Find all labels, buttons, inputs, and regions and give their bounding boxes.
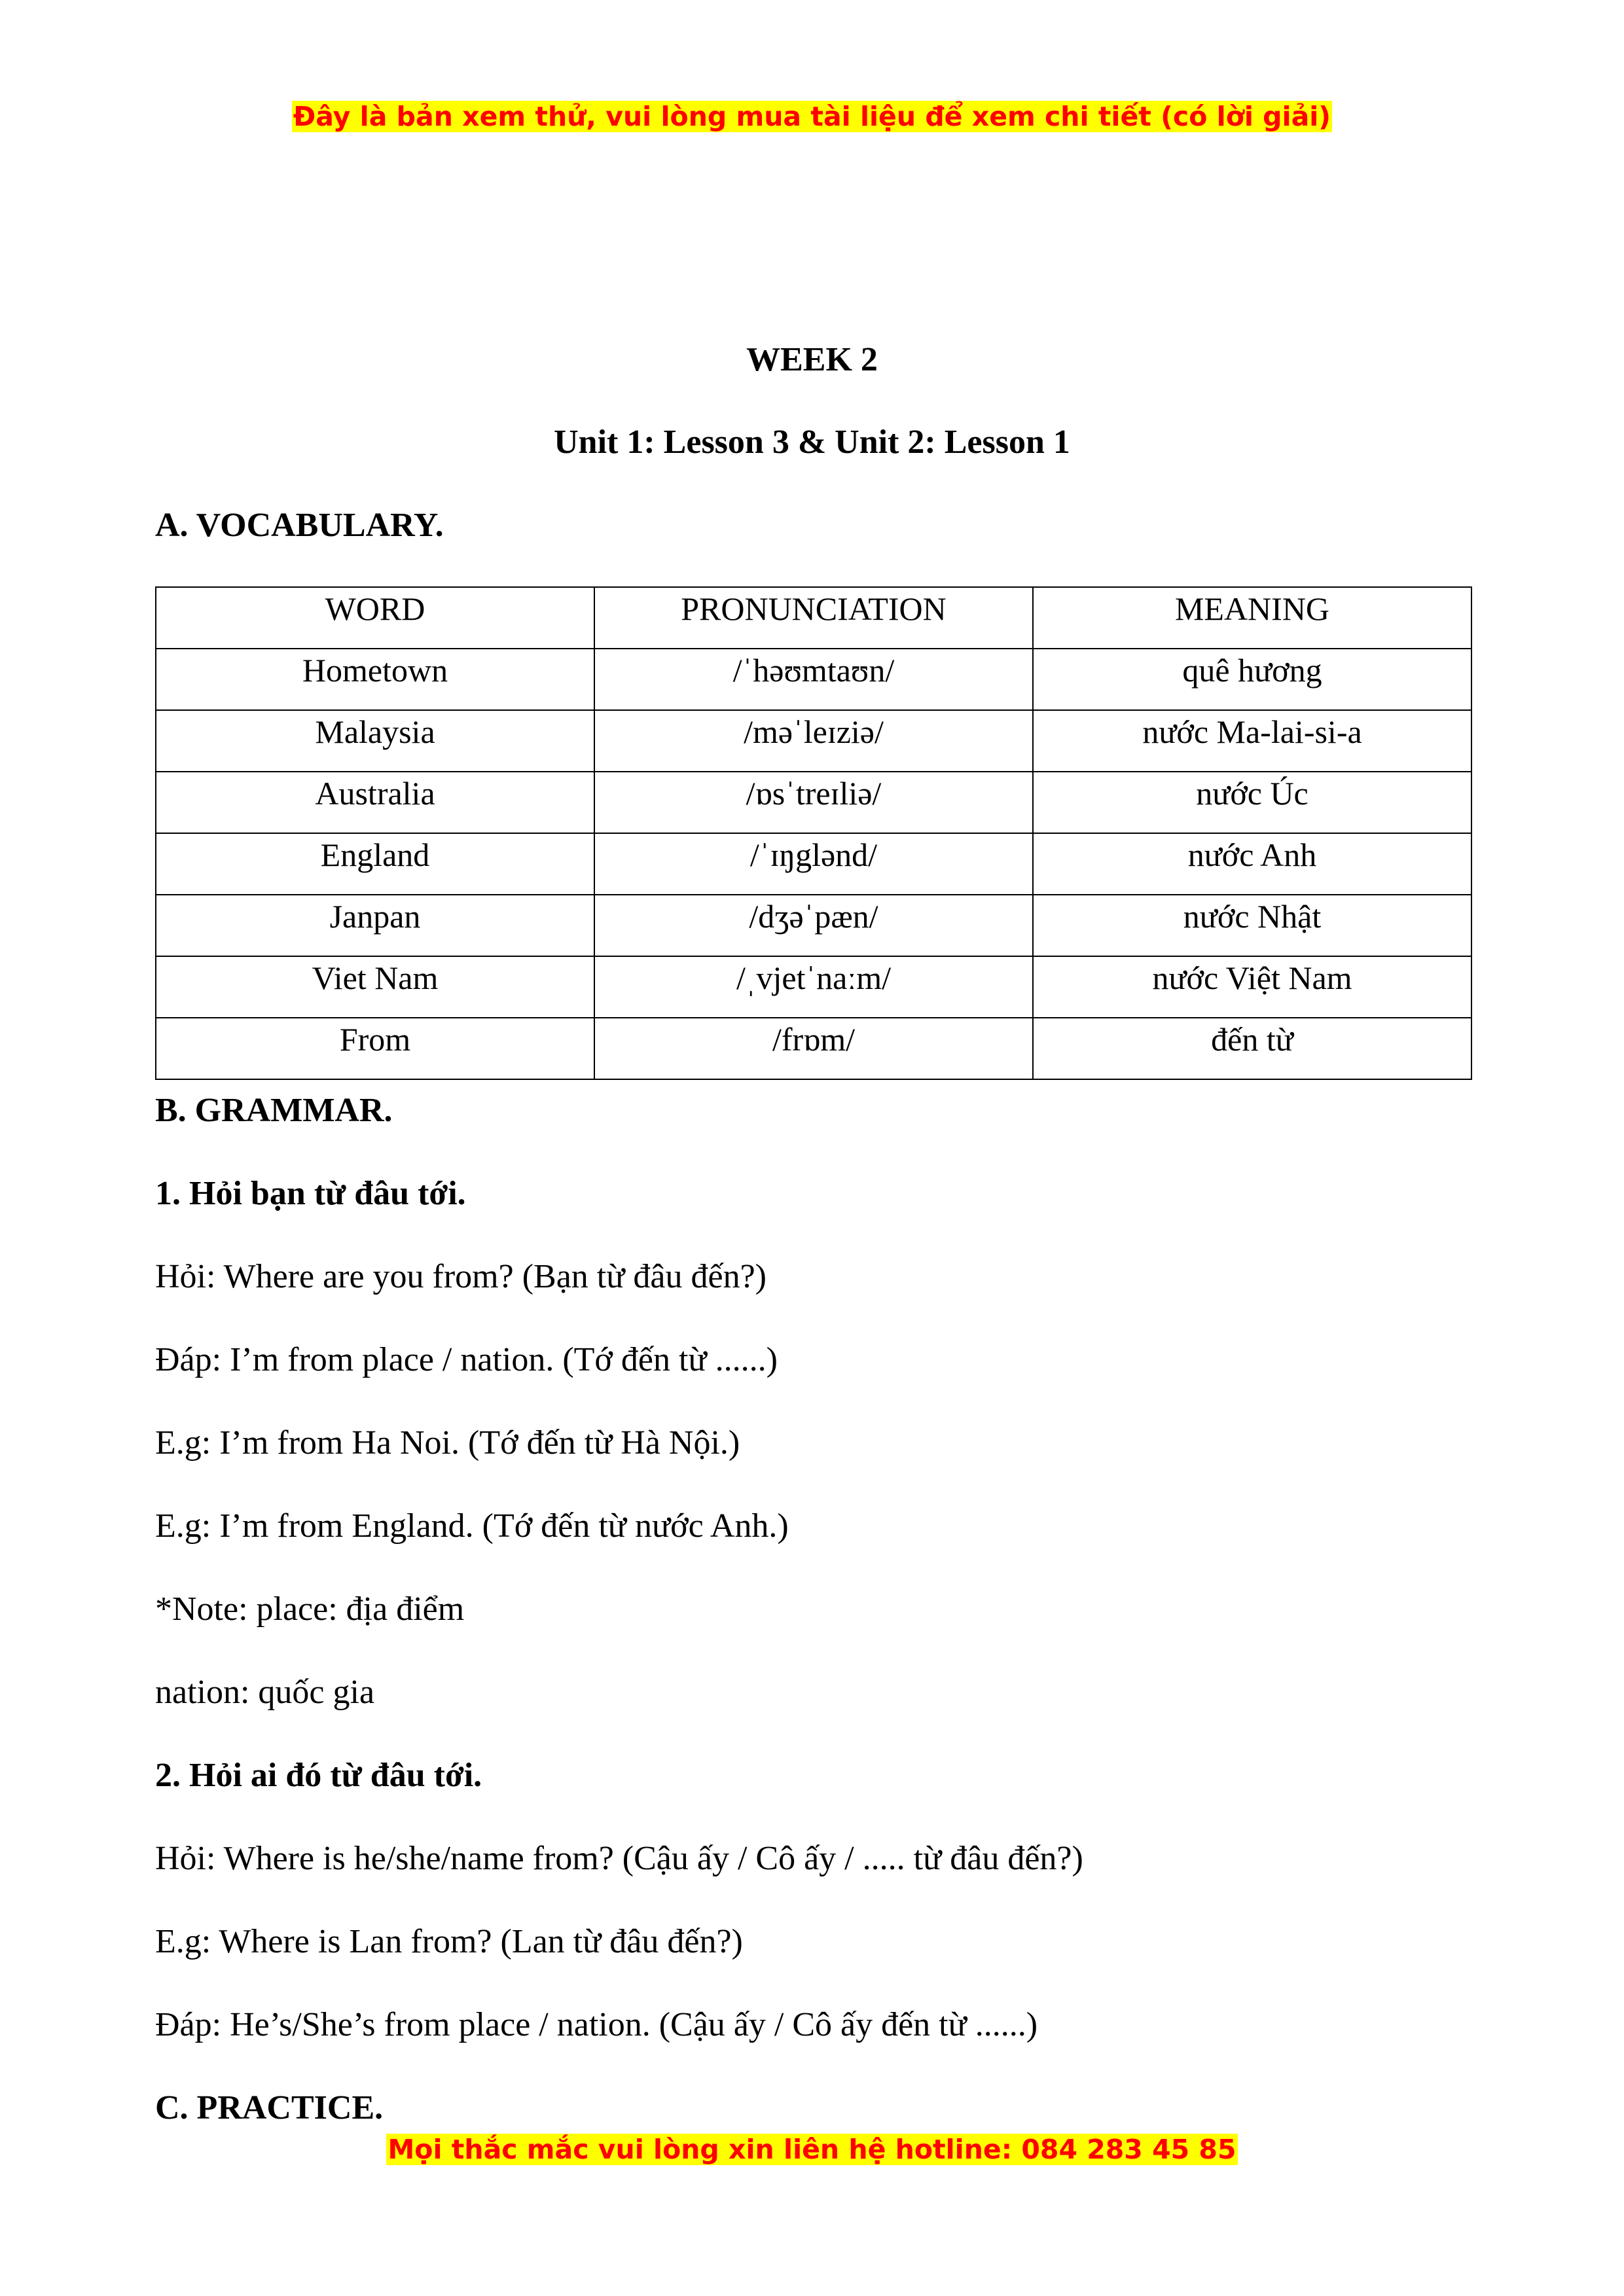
grammar-1-example-2: E.g: I’m from England. (Tớ đến từ nước Anh.) — [155, 1507, 789, 1545]
pronunciation-cell: /məˈleɪziə/ — [594, 710, 1033, 772]
grammar-2-example: E.g: Where is Lan from? (Lan từ đâu đến?) — [155, 1923, 743, 1960]
pronunciation-cell: /ɒsˈtreɪliə/ — [594, 772, 1033, 833]
preview-notice-banner — [0, 98, 1624, 135]
meaning-cell: nước Nhật — [1033, 895, 1471, 956]
table-row — [156, 710, 1471, 772]
pronunciation-cell: /ˈɪŋglənd/ — [594, 833, 1033, 895]
pronunciation-cell: /dʒəˈpæn/ — [594, 895, 1033, 956]
header-word: WORD — [156, 587, 594, 649]
grammar-2-answer: Đáp: He’s/She’s from place / nation. (Cậu ấy / Cô ấy đến từ ......) — [155, 2006, 1038, 2043]
pronunciation-cell: /ˈhəʊmtaʊn/ — [594, 649, 1033, 710]
word-cell: Hometown — [156, 649, 594, 710]
meaning-cell: nước Ma-lai-si-a — [1033, 710, 1471, 772]
word-cell: Viet Nam — [156, 956, 594, 1018]
word-cell: England — [156, 833, 594, 895]
section-vocabulary-heading: A. VOCABULARY. — [155, 507, 444, 544]
vocabulary-table — [155, 586, 1472, 1080]
grammar-1-answer: Đáp: I’m from place / nation. (Tớ đến từ ......) — [155, 1341, 778, 1378]
grammar-1-note-2: nation: quốc gia — [155, 1674, 375, 1711]
word-cell: Janpan — [156, 895, 594, 956]
hotline-banner — [0, 2131, 1624, 2168]
word-cell: From — [156, 1018, 594, 1079]
table-row — [156, 649, 1471, 710]
table-row — [156, 833, 1471, 895]
page-subtitle: Unit 1: Lesson 3 & Unit 2: Lesson 1 — [554, 423, 1070, 461]
hotline-text: Mọi thắc mắc vui lòng xin liên hệ hotline: 084 283 45 85 — [388, 2134, 1236, 2165]
pronunciation-cell: /frɒm/ — [594, 1018, 1033, 1079]
table-row — [156, 895, 1471, 956]
meaning-cell: nước Anh — [1033, 833, 1471, 895]
meaning-cell: nước Úc — [1033, 772, 1471, 833]
meaning-cell: quê hương — [1033, 649, 1471, 710]
grammar-1-ask: Hỏi: Where are you from? (Bạn từ đâu đến?) — [155, 1258, 767, 1295]
section-grammar-heading: B. GRAMMAR. — [155, 1092, 393, 1129]
word-cell: Australia — [156, 772, 594, 833]
meaning-cell: đến từ — [1033, 1018, 1471, 1079]
grammar-1-note-1: *Note: place: địa điểm — [155, 1590, 465, 1628]
word-cell: Malaysia — [156, 710, 594, 772]
grammar-1-example-1: E.g: I’m from Ha Noi. (Tớ đến từ Hà Nội.) — [155, 1424, 740, 1462]
meaning-cell: nước Việt Nam — [1033, 956, 1471, 1018]
pronunciation-cell: /ˌvjetˈnaːm/ — [594, 956, 1033, 1018]
grammar-1-heading: 1. Hỏi bạn từ đâu tới. — [155, 1175, 466, 1212]
grammar-2-heading: 2. Hỏi ai đó từ đâu tới. — [155, 1757, 482, 1794]
table-header-row — [156, 587, 1471, 649]
table-row — [156, 956, 1471, 1018]
section-practice-heading: C. PRACTICE. — [155, 2089, 384, 2126]
header-pronunciation: PRONUNCIATION — [594, 587, 1033, 649]
preview-notice-text: Đây là bản xem thử, vui lòng mua tài liệu để xem chi tiết (có lời giải) — [293, 101, 1331, 132]
page-title: WEEK 2 — [746, 341, 878, 378]
table-row — [156, 772, 1471, 833]
header-meaning: MEANING — [1033, 587, 1471, 649]
table-row — [156, 1018, 1471, 1079]
grammar-2-ask: Hỏi: Where is he/she/name from? (Cậu ấy / Cô ấy / ..... từ đâu đến?) — [155, 1840, 1083, 1877]
